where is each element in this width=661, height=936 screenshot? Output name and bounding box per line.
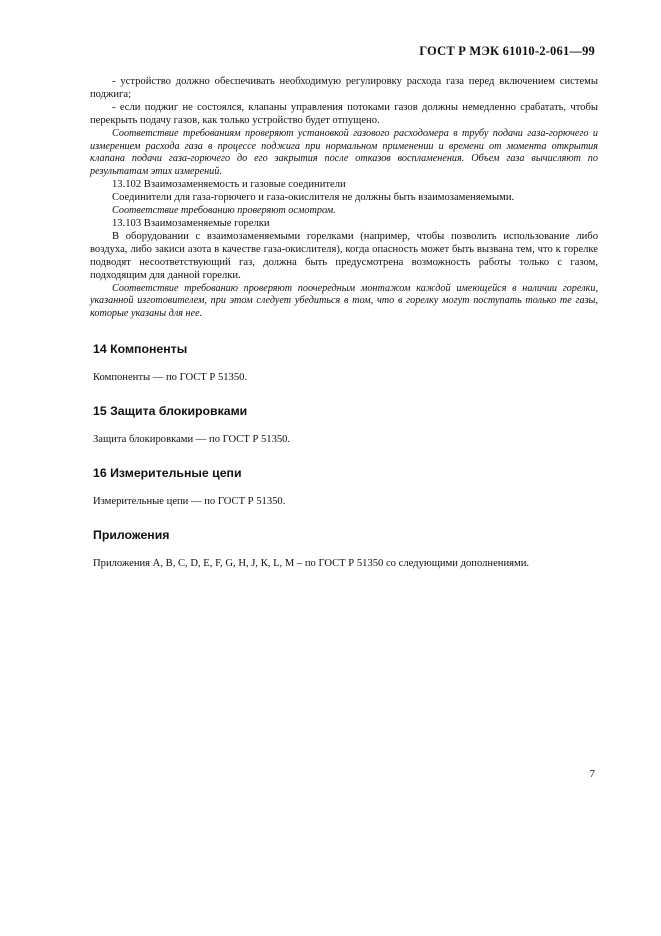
clause-13-102-heading: 13.102 Взаимозаменяемость и газовые соединители (112, 179, 346, 191)
page-number: 7 (589, 768, 595, 780)
section-title: 14 Компоненты (93, 342, 188, 357)
section-text: Защита блокировками — по ГОСТ Р 51350. (93, 433, 291, 445)
sections-list (90, 343, 598, 570)
section-title: Приложения (93, 527, 170, 542)
paragraph-2: - если поджиг не состоялся, клапаны управления потоками газов должны немедленно срабатать, чтобы перекрыть подачу газов, как только устройство будет отпущено. (90, 101, 598, 126)
section-title: 16 Измерительные цепи (93, 465, 242, 480)
section-appendices (90, 529, 598, 571)
compliance-note-3: Соответствие требованию проверяют поочередным монтажом каждой имеющейся в наличии горелки, указанной изготовителем, при этом следует убедиться в том, что в горелку могут поступать только те газы, которые указаны для нее. (90, 282, 598, 320)
section-16 (90, 467, 598, 509)
clause-13-103-heading: 13.103 Взаимозаменяемые горелки (112, 217, 270, 229)
section-14 (90, 343, 598, 385)
paragraph-connectors: Соединители для газа-горючего и газа-окислителя не должны быть взаимозаменяемыми. (112, 192, 515, 204)
document-code-header: ГОСТ Р МЭК 61010-2-061—99 (419, 44, 595, 58)
paragraph-1: - устройство должно обеспечивать необходимую регулировку расхода газа перед включением системы поджига; (90, 76, 598, 100)
paragraph-burners: В оборудовании с взаимозаменяемыми горелками (например, чтобы позволить использование либо воздуха, либо закиси азота в качестве газа-окислителя), когда опасность может быть вызвана тем, что к горелке подводят несоответствующий газ, должна быть предусмотрена возможность работы только с газом, подходящим для данной горелки. (90, 230, 598, 281)
section-text: Компоненты — по ГОСТ Р 51350. (93, 372, 248, 384)
section-text: Приложения А, В, С, D, Е, F, G, Н, J, К, L, М – по ГОСТ Р 51350 со следующими дополнениями. (93, 557, 530, 569)
document-body (90, 76, 598, 570)
compliance-note-1: Соответствие требованиям проверяют установкой газового расходомера в трубу подачи газа-горючего и измерением расхода газа в процессе поджига при нормальном применении и времени от момента открытия клапана подачи газа-горючего до его закрытия после отказов воспламенения. Объем газа вычисляют по результатам этих измерений. (90, 127, 598, 178)
section-text: Измерительные цепи — по ГОСТ Р 51350. (93, 495, 286, 507)
compliance-note-2: Соответствие требованию проверяют осмотром. (112, 205, 336, 217)
section-title: 15 Защита блокировками (93, 404, 248, 419)
section-15 (90, 405, 598, 447)
